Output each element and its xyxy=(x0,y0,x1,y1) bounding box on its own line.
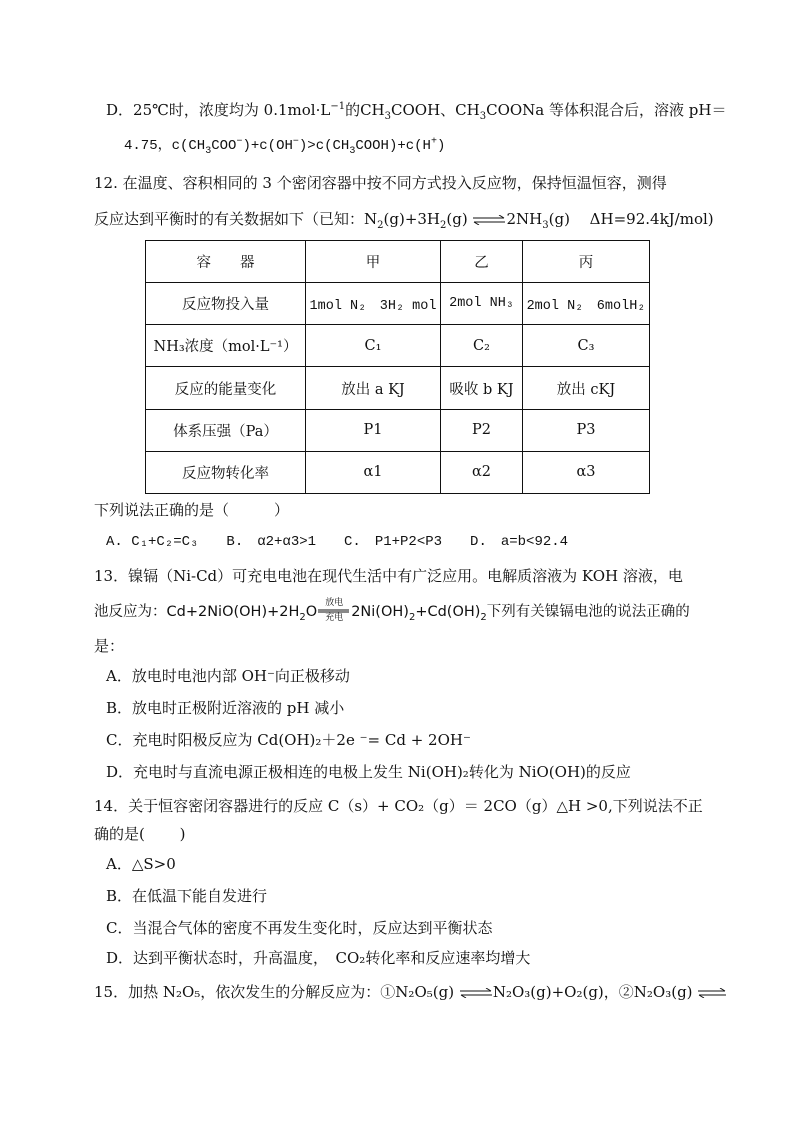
text: COO xyxy=(211,138,237,154)
text: (g) xyxy=(446,210,468,228)
q14-stem-line1: 14．关于恒容密闭容器进行的反应 C（s）+ CO₂（g）＝ 2CO（g）△H >0,下列说法不正 xyxy=(94,797,703,815)
q13-option-a: A．放电时电池内部 OH⁻向正极移动 xyxy=(106,667,350,685)
table-row xyxy=(146,283,650,325)
text: +Cd(OH) xyxy=(415,604,481,620)
q12-options: A. C₁+C₂=C₃ B. α2+α3>1 C. P1+P2<P3 D. a=b<92.4 xyxy=(106,534,569,550)
text: 反应达到平衡时的有关数据如下（已知：N xyxy=(94,210,378,228)
table-cell: 放出 a KJ xyxy=(306,367,441,409)
q12-stem-line2: 反应达到平衡时的有关数据如下（已知：$N_2(g)+3H_2(g)$ $2NH_3(g)$ ΔH=92.4kJ/mol) xyxy=(94,210,714,231)
row-label: 反应的能量变化 xyxy=(146,367,306,409)
q14-option-c: C．当混合气体的密度不再发生变化时，反应达到平衡状态 xyxy=(106,919,493,937)
q14-stem-line2: 确的是( ) xyxy=(94,825,186,843)
row-label: NH₃浓度（mol·L⁻¹） xyxy=(146,325,306,367)
table-cell: α1 xyxy=(306,451,441,493)
text: N₂O₃(g)+O₂(g)，②N₂O₃(g) xyxy=(492,983,693,1001)
table-header-cell: 乙 xyxy=(441,241,523,283)
text: ) xyxy=(436,138,446,154)
table-row xyxy=(146,325,650,367)
table-cell: 2mol N₂ 6molH₂ xyxy=(523,283,650,325)
q15-stem-line1 xyxy=(94,982,727,1002)
text: D．25℃时，浓度均为 0.1mol·L xyxy=(106,101,331,119)
equilibrium-arrow-icon xyxy=(697,988,727,998)
row-label: 反应物投入量 xyxy=(146,283,306,325)
table-cell: P3 xyxy=(523,409,650,451)
q13-stem-line2: 池反应为：$Cd+2NiO(OH)+2H_2O$ 放电 充电 $2Ni(OH)_2+Cd(OH)_2$下列有关镍镉电池的说法正确的 xyxy=(94,598,690,623)
text: 下列有关镍镉电池的说法正确的 xyxy=(486,604,690,620)
table-header-cell: 容 器 xyxy=(146,241,306,283)
table-cell: 吸收 b KJ xyxy=(441,367,523,409)
q11-option-d-line1: D．25℃时，浓度均为 $0.1mol\cdot L^{-1}$的$CH_3COOH$、$CH_3COONa$ 等体积混合后，溶液 pH＝ xyxy=(106,101,727,122)
row-label: 体系压强（Pa） xyxy=(146,409,306,451)
text: 15．加热 N₂O₅，依次发生的分解反应为：①N₂O₅(g) xyxy=(94,983,455,1001)
text: 2NH xyxy=(506,210,543,228)
table-cell: C₁ xyxy=(306,325,441,367)
arrow-bottom-label: 充电 xyxy=(325,613,344,623)
q13-stem-line1: 13．镍镉（Ni-Cd）可充电电池在现代生活中有广泛应用。电解质溶液为 KOH 溶液，电 xyxy=(94,567,683,585)
q12-data-table xyxy=(145,240,650,494)
text: COOH)+c(H xyxy=(355,138,431,154)
table-cell: P2 xyxy=(441,409,523,451)
q12-question: 下列说法正确的是（ ） xyxy=(94,501,290,519)
text: 2Ni(OH) xyxy=(351,604,409,620)
q13-option-b: B．放电时正极附近溶液的 pH 减小 xyxy=(106,699,345,717)
table-cell: C₂ xyxy=(441,325,523,367)
q13-option-d: D．充电时与直流电源正极相连的电极上发生 Ni(OH)₂转化为 NiO(OH)的反应 xyxy=(106,763,631,781)
text: )+c(OH xyxy=(242,138,293,154)
text: (g)+3H xyxy=(383,210,441,228)
table-cell: 2mol NH₃ xyxy=(441,283,523,325)
text: 池反应为：Cd+2NiO(OH)+2H xyxy=(94,604,300,620)
table-cell: P1 xyxy=(306,409,441,451)
q13-option-c: C．充电时阳极反应为 Cd(OH)₂＋2e ⁻= Cd + 2OH⁻ xyxy=(106,731,471,749)
table-header-row xyxy=(146,241,650,283)
text: 的CH xyxy=(345,101,385,119)
text: COOH、CH xyxy=(391,101,480,119)
table-header-cell: 甲 xyxy=(306,241,441,283)
text: (g) ΔH=92.4kJ/mol) xyxy=(548,210,714,228)
text: O xyxy=(305,604,318,620)
table-cell: α2 xyxy=(441,451,523,493)
arrow-top-label: 放电 xyxy=(325,598,344,608)
table-row xyxy=(146,451,650,493)
q14-option-b: B．在低温下能自发进行 xyxy=(106,887,268,905)
table-row xyxy=(146,409,650,451)
table-cell: 放出 cKJ xyxy=(523,367,650,409)
text: 4.75，c(CH xyxy=(124,138,206,154)
q12-stem-line1: 12. 在温度、容积相同的 3 个密闭容器中按不同方式投入反应物，保持恒温恒容，测得 xyxy=(94,174,667,192)
discharge-charge-arrow xyxy=(317,598,351,623)
table-cell: C₃ xyxy=(523,325,650,367)
table-header-cell: 丙 xyxy=(523,241,650,283)
q14-option-a: A．△S>0 xyxy=(106,855,176,873)
q14-option-d: D．达到平衡状态时，升高温度， CO₂转化率和反应速率均增大 xyxy=(106,949,531,967)
equilibrium-arrow-icon xyxy=(459,988,493,998)
row-label: 反应物转化率 xyxy=(146,451,306,493)
q11-option-d-line2: 4.75，$c(CH_3COO^-)+c(OH^-)>c(CH_3COOH)+c(H^+)$ xyxy=(124,136,446,157)
q13-stem-line3: 是： xyxy=(94,637,125,655)
text: COONa 等体积混合后，溶液 pH＝ xyxy=(486,101,727,119)
table-row xyxy=(146,367,650,409)
text: )>c(CH xyxy=(298,138,350,154)
table-cell: α3 xyxy=(523,451,650,493)
table-cell: 1mol N₂ 3H₂ mol xyxy=(306,283,441,325)
equilibrium-arrow-icon xyxy=(472,215,506,225)
